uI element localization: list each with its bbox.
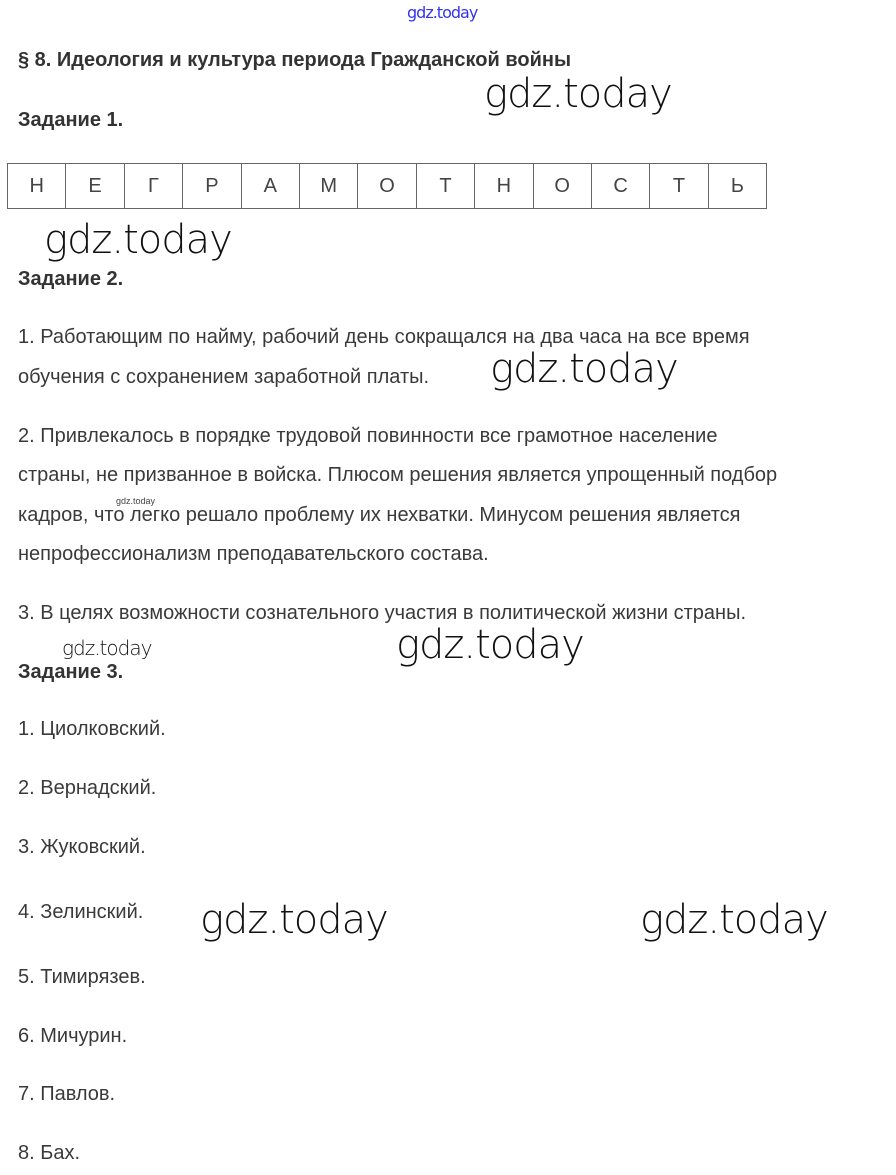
- watermark: gdz.today: [396, 622, 584, 668]
- answer-line: обучения с сохранением заработной платы.: [18, 366, 430, 388]
- letter-cell: Н: [8, 164, 66, 209]
- list-item: 6. Мичурин.: [18, 1025, 128, 1047]
- answer-line: непрофессионализм преподавательского состава.: [18, 543, 489, 565]
- list-item: 8. Бах.: [18, 1142, 81, 1164]
- answer-line: 3. В целях возможности сознательного участия в политической жизни страны.: [18, 602, 747, 624]
- letter-cell: Т: [416, 164, 474, 209]
- letter-cell: Е: [66, 164, 124, 209]
- task2-heading: Задание 2.: [18, 268, 124, 290]
- answer-line: 1. Работающим по найму, рабочий день сокращался на два часа на все время: [18, 326, 750, 348]
- letter-cell: Т: [650, 164, 708, 209]
- list-item: 5. Тимирязев.: [18, 966, 146, 988]
- watermark: gdz.today: [44, 217, 232, 263]
- crossword-answer-row: [7, 163, 767, 209]
- letter-cell: О: [358, 164, 416, 209]
- list-item: 4. Зелинский.: [18, 901, 144, 923]
- watermark: gdz.today: [200, 897, 388, 943]
- letter-cell: О: [533, 164, 591, 209]
- task3-heading: Задание 3.: [18, 661, 124, 683]
- answer-line: кадров, что легко решало проблему их нехватки. Минусом решения является: [18, 504, 741, 526]
- letter-cell: М: [299, 164, 357, 209]
- watermark: gdz.today: [490, 346, 678, 392]
- letter-cell: Р: [183, 164, 241, 209]
- list-item: 3. Жуковский.: [18, 836, 146, 858]
- letter-cell: Н: [475, 164, 533, 209]
- letter-cell: А: [241, 164, 299, 209]
- answer-line: страны, не призванное в войска. Плюсом решения является упрощенный подбор: [18, 464, 778, 486]
- list-item: 2. Вернадский.: [18, 777, 157, 799]
- watermark-top: gdz.today: [407, 3, 478, 22]
- list-item: 7. Павлов.: [18, 1083, 116, 1105]
- watermark: gdz.today: [640, 897, 828, 943]
- answer-line: 2. Привлекалось в порядке трудовой повинности все грамотное население: [18, 425, 718, 447]
- letter-cell: С: [591, 164, 649, 209]
- letter-cell: Ь: [708, 164, 766, 209]
- task1-heading: Задание 1.: [18, 109, 124, 131]
- letter-cell: Г: [124, 164, 182, 209]
- watermark: gdz.today: [484, 71, 672, 117]
- watermark-small: gdz.today: [116, 496, 156, 506]
- watermark-small: gdz.today: [62, 636, 152, 660]
- list-item: 1. Циолковский.: [18, 718, 166, 740]
- page-title: § 8. Идеология и культура периода Гражданской войны: [18, 49, 572, 71]
